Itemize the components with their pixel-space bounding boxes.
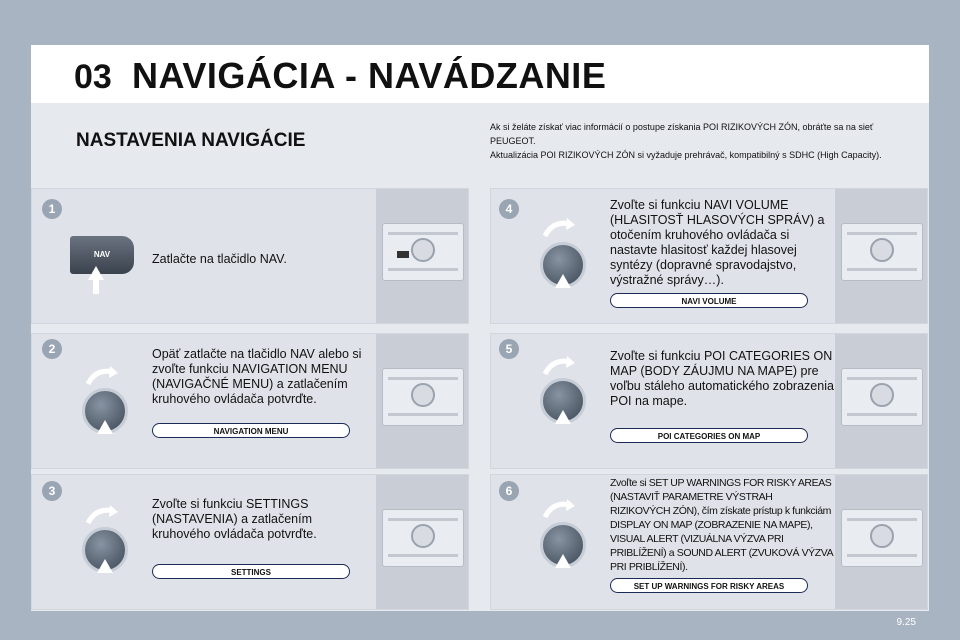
radio-unit [382, 223, 464, 281]
press-arrow-icon [97, 559, 113, 573]
step-number-1: 1 [42, 199, 62, 219]
chapter-number: 03 [74, 58, 112, 96]
rotate-arrow-icon [541, 497, 577, 521]
press-arrow-icon [555, 554, 571, 568]
page-title: NAVIGÁCIA - NAVÁDZANIE [132, 55, 607, 96]
radio-unit-image [376, 334, 468, 468]
menu-item-settings: SETTINGS [152, 564, 350, 579]
step-number-3: 3 [42, 481, 62, 501]
info-line-1: Ak si želáte získať viac informácií o postupe získania POI RIZIKOVÝCH ZÓN, obráťte sa na sieť PEUGEOT. [490, 122, 874, 146]
radio-unit [841, 223, 923, 281]
step-number-5: 5 [499, 339, 519, 359]
press-arrow-icon [555, 410, 571, 424]
section-title: NASTAVENIA NAVIGÁCIE [76, 130, 306, 151]
menu-item-navi-volume: NAVI VOLUME [610, 293, 808, 308]
rotate-arrow-icon [541, 216, 577, 240]
press-arrow-icon [88, 266, 104, 280]
menu-item-poi-categories: POI CATEGORIES ON MAP [610, 428, 808, 443]
rotate-arrow-icon [84, 503, 120, 527]
radio-unit [841, 509, 923, 567]
step-text-2: Opäť zatlačte na tlačidlo NAV alebo si zvoľte funkciu NAVIGATION MENU (NAVIGAČNÉ MENU) a zatlačením kruhového ovládača potvrďte. [152, 347, 362, 406]
menu-item-navigation-menu: NAVIGATION MENU [152, 423, 350, 438]
step-text-1: Zatlačte na tlačidlo NAV. [152, 252, 287, 266]
step-number-6: 6 [499, 481, 519, 501]
step-number-4: 4 [499, 199, 519, 219]
nav-button-icon: NAV [70, 236, 134, 274]
knob-icon [870, 383, 894, 407]
step-text-5: Zvoľte si funkciu POI CATEGORIES ON MAP (BODY ZÁUJMU NA MAPE) pre voľbu stáleho automatického zobrazenia POI na mape. [610, 349, 834, 408]
press-arrow-icon [555, 274, 571, 288]
info-line-2: Aktualizácia POI RIZIKOVÝCH ZÓN si vyžaduje prehrávač, kompatibilný s SDHC (High Capacity). [490, 150, 882, 160]
press-arrow-icon [97, 420, 113, 434]
menu-item-risky-areas: SET UP WARNINGS FOR RISKY AREAS [610, 578, 808, 593]
radio-unit-image [835, 189, 927, 323]
knob-icon [870, 238, 894, 262]
nav-key-highlight [397, 251, 409, 258]
radio-unit [382, 509, 464, 567]
knob-icon [411, 524, 435, 548]
page-number: 9.25 [896, 617, 916, 628]
step-text-4: Zvoľte si funkciu NAVI VOLUME (HLASITOSŤ HLASOVÝCH SPRÁV) a otočením kruhového ovládača si nastavte hlasitosť každej hlasovej syntézy (dopravné spravodajstvo, výstražné správy…). [610, 198, 825, 287]
radio-unit-image [376, 475, 468, 609]
radio-unit [841, 368, 923, 426]
knob-icon [411, 383, 435, 407]
radio-unit [382, 368, 464, 426]
rotate-arrow-icon [541, 354, 577, 378]
radio-unit-image [376, 189, 468, 323]
step-number-2: 2 [42, 339, 62, 359]
step-text-6: Zvoľte si SET UP WARNINGS FOR RISKY AREAS (NASTAVIŤ PARAMETRE VÝSTRAH RIZIKOVÝCH ZÓN), čím získate prístup k funkciám DISPLAY ON MAP (ZOBRAZENIE NA MAPE), VISUAL ALERT (VIZUÁLNA VÝZVA PRI PRIBLÍŽENÍ) a SOUND ALERT (ZVUKOVÁ VÝZVA PRI PRIBLÍŽENÍ). [610, 477, 833, 573]
info-note [490, 120, 910, 162]
knob-icon [411, 238, 435, 262]
radio-unit-image [835, 334, 927, 468]
radio-unit-image [835, 475, 927, 609]
rotate-arrow-icon [84, 364, 120, 388]
knob-icon [870, 524, 894, 548]
step-text-3: Zvoľte si funkciu SETTINGS (NASTAVENIA) a zatlačením kruhového ovládača potvrďte. [152, 497, 317, 541]
